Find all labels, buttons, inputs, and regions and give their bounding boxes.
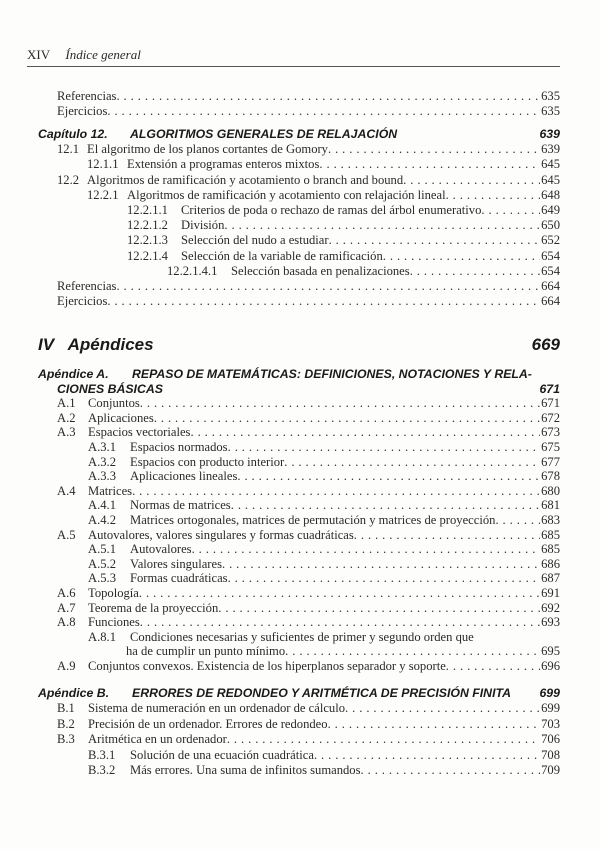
entry-title: Más errores. Una suma de infinitos sumandos <box>130 762 361 777</box>
entry-number: A.5.2 <box>88 556 116 571</box>
entry-title: Teorema de la proyección <box>88 600 219 615</box>
dot-leader <box>285 644 540 659</box>
toc-entry[interactable] <box>0 484 600 499</box>
entry-number: 12.2.1.4.1 <box>167 263 218 278</box>
entry-number: A.4 <box>57 483 76 498</box>
entry-title: Algoritmos de ramificación y acotamiento o branch and bound <box>87 172 404 187</box>
toc-entry[interactable] <box>0 732 600 747</box>
running-header <box>27 47 141 63</box>
toc-entry[interactable] <box>0 411 600 426</box>
toc-entry[interactable] <box>0 701 600 716</box>
entry-page: 635 <box>541 104 560 119</box>
entry-page: 685 <box>541 542 560 557</box>
toc-entry[interactable] <box>0 586 600 601</box>
part-label: IV <box>38 335 55 354</box>
dot-leader <box>228 571 540 586</box>
entry-page: 696 <box>541 658 560 673</box>
entry-page: 692 <box>541 600 560 615</box>
header-page-number: XIV <box>27 47 51 62</box>
entry-title: Referencias <box>57 278 117 293</box>
appendix-a-heading-cont[interactable] <box>0 382 600 397</box>
entry-title: Formas cuadráticas <box>130 571 228 586</box>
entry-number: A.7 <box>57 600 76 615</box>
dot-leader <box>140 396 540 411</box>
toc-entry[interactable] <box>0 763 600 778</box>
chapter-title: ALGORITMOS GENERALES DE RELAJACIÓN <box>130 127 398 141</box>
entry-number: A.4.1 <box>88 498 116 513</box>
appendix-title: REPASO DE MATEMÁTICAS: DEFINICIONES, NOTACIONES Y RELA- <box>132 367 532 381</box>
appendix-label: Apéndice A. <box>38 367 109 381</box>
appendix-b-heading[interactable] <box>0 686 600 701</box>
entry-title: Aplicaciones <box>88 410 154 425</box>
entry-number: A.3.3 <box>88 469 116 484</box>
dot-leader <box>139 586 540 601</box>
entry-page: 693 <box>541 615 560 630</box>
entry-title: El algoritmo de los planos cortantes de Gomory <box>87 142 328 157</box>
entry-page: 635 <box>541 89 560 103</box>
entry-title-cont: ha de cumplir un punto mínimo <box>126 644 286 659</box>
entry-title: Precisión de un ordenador. Errores de redondeo <box>88 716 328 731</box>
entry-number: A.3 <box>57 425 76 440</box>
toc-entry[interactable] <box>0 644 600 659</box>
dot-leader <box>284 455 540 470</box>
appendix-title: ERRORES DE REDONDEO Y ARITMÉTICA DE PRECISIÓN FINITA <box>132 686 511 700</box>
toc-entry[interactable] <box>0 425 600 440</box>
dot-leader <box>446 188 540 203</box>
entry-title: Criterios de poda o rechazo de ramas del árbol enumerativo <box>181 202 482 217</box>
toc-entry[interactable] <box>0 157 600 172</box>
dot-leader <box>224 218 540 233</box>
header-title: Índice general <box>65 47 141 62</box>
toc-entry[interactable] <box>0 294 600 309</box>
entry-page: 709 <box>541 762 560 777</box>
entry-title: Valores singulares <box>130 556 222 571</box>
entry-page: 639 <box>541 142 560 157</box>
entry-page: 664 <box>541 294 560 309</box>
entry-title: Referencias <box>57 89 117 103</box>
entry-number: B.1 <box>57 701 75 716</box>
entry-page: 650 <box>541 218 560 233</box>
entry-title: Selección del nudo a estudiar <box>181 233 329 248</box>
entry-page: 691 <box>541 585 560 600</box>
entry-title: Sistema de numeración en un ordenador de cálculo <box>88 701 346 716</box>
toc-entry[interactable] <box>0 528 600 543</box>
dot-leader <box>328 142 540 157</box>
toc-entry[interactable] <box>0 748 600 763</box>
chapter-page: 639 <box>539 127 560 141</box>
entry-number: 12.2.1.1 <box>127 202 168 217</box>
dot-leader <box>222 557 540 572</box>
prelude-section <box>0 89 600 119</box>
dot-leader <box>319 157 540 172</box>
toc-entry[interactable] <box>0 659 600 674</box>
entry-page: 685 <box>541 527 560 542</box>
toc-entry[interactable] <box>0 557 600 572</box>
entry-page: 687 <box>541 571 560 586</box>
entry-page: 645 <box>541 157 560 172</box>
entry-page: 680 <box>541 483 560 498</box>
entry-title: Selección basada en penalizaciones <box>231 263 410 278</box>
header-rule <box>27 66 560 67</box>
entry-page: 671 <box>541 396 560 411</box>
entry-title: Ejercicios <box>57 104 108 119</box>
dot-leader <box>116 279 540 294</box>
entry-title: Topología <box>88 585 139 600</box>
entry-number: 12.2.1.4 <box>127 248 168 263</box>
toc-entry[interactable] <box>0 279 600 294</box>
dot-leader <box>190 425 540 440</box>
entry-number: A.2 <box>57 410 76 425</box>
part-heading[interactable] <box>38 335 560 357</box>
entry-title: Espacios normados <box>130 439 228 454</box>
entry-page: 703 <box>541 716 560 731</box>
entry-title: Matrices <box>88 483 133 498</box>
entry-number: 12.1 <box>57 142 80 157</box>
entry-title: Solución de una ecuación cuadrática <box>130 747 314 762</box>
entry-title: Autovalores <box>130 542 192 557</box>
toc-entry[interactable] <box>0 264 600 279</box>
entry-title: Ejercicios <box>57 294 108 309</box>
entry-title: División <box>181 218 225 233</box>
entry-number: A.5 <box>57 527 76 542</box>
appendix-a-heading[interactable] <box>0 367 600 382</box>
entry-page: 664 <box>541 278 560 293</box>
entry-title: Selección de la variable de ramificación <box>181 248 383 263</box>
toc-entry[interactable] <box>0 173 600 188</box>
entry-page: 652 <box>541 233 560 248</box>
entry-page: 654 <box>541 248 560 263</box>
appendix-b-section <box>0 686 600 778</box>
toc-entry[interactable] <box>0 104 600 119</box>
toc-entry[interactable] <box>0 203 600 218</box>
dot-leader <box>107 104 540 119</box>
toc-entry[interactable] <box>0 142 600 157</box>
appendix-page: 671 <box>539 381 560 396</box>
appendix-title-cont: CIONES BÁSICAS <box>57 381 163 396</box>
toc-entry[interactable] <box>0 440 600 455</box>
dot-leader <box>132 484 540 499</box>
entry-page: 683 <box>541 512 560 527</box>
toc-entry[interactable] <box>0 396 600 411</box>
entry-page: 648 <box>541 187 560 202</box>
dot-leader <box>192 542 540 557</box>
chapter-label: Capítulo 12. <box>38 127 108 141</box>
dot-leader <box>237 469 540 484</box>
entry-page: 649 <box>541 202 560 217</box>
entry-number: A.8.1 <box>88 629 116 644</box>
entry-title: Matrices ortogonales, matrices de permutación y matrices de proyección <box>130 512 496 527</box>
dot-leader <box>228 440 540 455</box>
dot-leader <box>116 89 540 104</box>
entry-page: 708 <box>541 747 560 762</box>
toc-entry[interactable] <box>0 249 600 264</box>
dot-leader <box>154 411 540 426</box>
chapter-heading[interactable] <box>0 127 600 142</box>
entry-title: Extensión a programas enteros mixtos <box>127 157 320 172</box>
dot-leader <box>410 264 540 279</box>
entry-title: Aritmética en un ordenador <box>88 732 227 747</box>
entry-page: 678 <box>541 469 560 484</box>
appendix-a-section <box>0 367 600 673</box>
dot-leader <box>231 498 540 513</box>
toc-entry[interactable] <box>0 469 600 484</box>
toc-entry[interactable] <box>0 218 600 233</box>
toc-entry[interactable] <box>0 615 600 630</box>
entry-title: Conjuntos <box>88 396 140 411</box>
dot-leader <box>361 763 541 778</box>
entry-page: 675 <box>541 439 560 454</box>
entry-number: 12.2 <box>57 172 80 187</box>
entry-title: Condiciones necesarias y suficientes de primer y segundo orden que <box>130 629 474 644</box>
toc-entry[interactable] <box>0 601 600 616</box>
entry-page: 673 <box>541 425 560 440</box>
dot-leader <box>345 701 540 716</box>
entry-title: Normas de matrices <box>130 498 231 513</box>
toc-entry[interactable] <box>0 89 600 104</box>
entry-page: 699 <box>541 701 560 716</box>
entry-number: B.3 <box>57 732 75 747</box>
part-page: 669 <box>531 335 560 354</box>
entry-number: A.8 <box>57 615 76 630</box>
entry-title: Algoritmos de ramificación y acotamiento con relajación lineal <box>127 187 446 202</box>
entry-page: 645 <box>541 172 560 187</box>
entry-number: B.3.1 <box>88 747 116 762</box>
entry-page: 654 <box>541 263 560 278</box>
entry-number: A.9 <box>57 658 76 673</box>
entry-number: A.3.1 <box>88 439 116 454</box>
entry-page: 695 <box>541 644 560 659</box>
part-title: Apéndices <box>67 335 154 354</box>
entry-number: A.3.2 <box>88 454 116 469</box>
entry-page: 681 <box>541 498 560 513</box>
toc-entry[interactable] <box>0 513 600 528</box>
toc-entry-line[interactable] <box>0 630 600 645</box>
entry-number: 12.2.1 <box>87 187 119 202</box>
dot-leader <box>446 659 540 674</box>
dot-leader <box>383 249 540 264</box>
appendix-page: 699 <box>539 686 560 700</box>
entry-title: Espacios con producto interior <box>130 454 285 469</box>
appendix-label: Apéndice B. <box>38 686 110 700</box>
dot-leader <box>481 203 540 218</box>
entry-page: 686 <box>541 556 560 571</box>
entry-number: A.5.3 <box>88 571 116 586</box>
entry-title: Aplicaciones lineales <box>130 469 238 484</box>
dot-leader <box>354 528 540 543</box>
toc-entry[interactable] <box>0 542 600 557</box>
dot-leader <box>403 173 540 188</box>
entry-title: Conjuntos convexos. Existencia de los hiperplanos separador y soporte <box>88 658 446 673</box>
entry-number: B.2 <box>57 716 75 731</box>
dot-leader <box>107 294 540 309</box>
entry-number: 12.2.1.3 <box>127 233 168 248</box>
entry-page: 672 <box>541 410 560 425</box>
entry-number: A.4.2 <box>88 512 116 527</box>
toc-entry[interactable] <box>0 717 600 732</box>
dot-leader <box>218 601 540 616</box>
entry-number: B.3.2 <box>88 762 116 777</box>
entry-title: Funciones <box>88 615 140 630</box>
entry-page: 677 <box>541 454 560 469</box>
dot-leader <box>314 748 540 763</box>
dot-leader <box>328 717 540 732</box>
toc-entry[interactable] <box>0 188 600 203</box>
entry-number: A.6 <box>57 585 76 600</box>
dot-leader <box>495 513 540 528</box>
dot-leader <box>140 615 540 630</box>
entry-number: 12.1.1 <box>87 157 119 172</box>
entry-number: 12.2.1.2 <box>127 218 168 233</box>
dot-leader <box>227 732 540 747</box>
toc-entry[interactable] <box>0 455 600 470</box>
toc-entry[interactable] <box>0 233 600 248</box>
dot-leader <box>329 233 540 248</box>
entry-page: 706 <box>541 732 560 747</box>
entry-title: Autovalores, valores singulares y formas cuadráticas <box>88 527 354 542</box>
entry-number: A.5.1 <box>88 542 116 557</box>
chapter-12-section <box>0 127 600 309</box>
toc-entry[interactable] <box>0 498 600 513</box>
entry-title: Espacios vectoriales <box>88 425 191 440</box>
entry-number: A.1 <box>57 396 76 411</box>
toc-entry[interactable] <box>0 571 600 586</box>
